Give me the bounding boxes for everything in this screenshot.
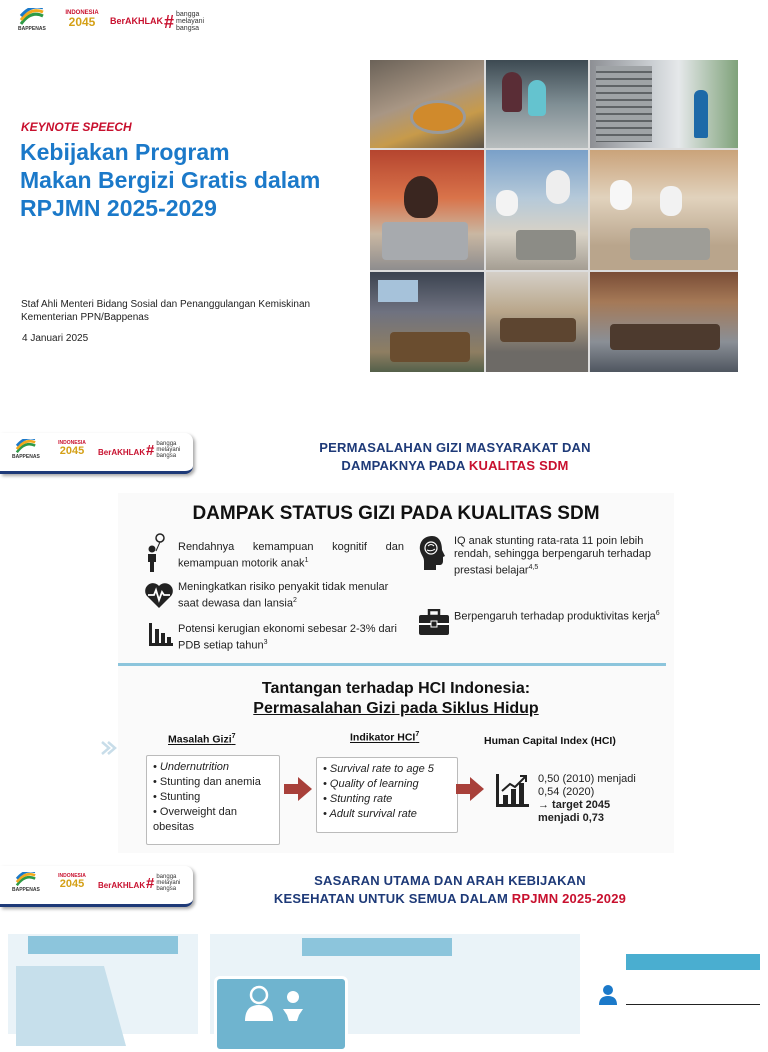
dampak-panel — [118, 493, 674, 853]
indonesia-2045-logo — [54, 441, 90, 457]
bangga-melayani-logo — [164, 11, 204, 32]
bappenas-mark-icon — [15, 439, 37, 454]
hci-target-line-2: menjadi 0,73 — [538, 812, 605, 824]
slide-2-header-line-2a: DAMPAKNYA PADA — [341, 458, 469, 473]
slide-3-header-line-1: SASARAN UTAMA DAN ARAH KEBIJAKAN — [314, 873, 586, 888]
slide-2-header-line-2b: KUALITAS SDM — [468, 458, 569, 473]
impact-item-2: Meningkatkan risiko penyakit tidak menular saat dewasa dan lansia$^2$ — [178, 581, 389, 610]
indonesia-year: 2045 — [59, 878, 85, 890]
briefcase-icon — [418, 609, 450, 637]
impact-item-3: Potensi kerugian ekonomi sebesar 2-3% dari PDB setiap tahun$^3$ — [178, 623, 397, 652]
indonesia-label: INDONESIA — [58, 440, 86, 446]
bangga-line1: bangga — [156, 874, 177, 880]
logo-row — [18, 8, 218, 38]
speaker-line-2: Kementerian PPN/Bappenas — [21, 312, 149, 323]
hci-values — [538, 773, 668, 825]
slide-2 — [0, 425, 768, 855]
slide-3-logo-bar — [0, 866, 193, 907]
hci-title — [118, 679, 674, 719]
bappenas-logo-text: BAPPENAS — [18, 26, 46, 32]
photo-meeting-room-2 — [486, 272, 588, 372]
indikator-item-4: • Adult survival rate — [323, 808, 417, 820]
slide-3-header-title — [240, 872, 660, 908]
photo-kitchen-workers — [486, 60, 588, 148]
arrow-1 — [284, 777, 312, 801]
indonesia-year: 2045 — [68, 15, 96, 29]
brain-head-icon — [418, 535, 446, 571]
indonesia-label: INDONESIA — [58, 873, 86, 879]
middle-panel — [210, 934, 580, 1034]
left-panel-header — [28, 936, 178, 954]
col3-head: Human Capital Index (HCI) — [484, 735, 616, 747]
right-panel-line — [626, 1004, 760, 1005]
section-divider — [118, 663, 666, 666]
slide-1 — [0, 0, 768, 400]
left-panel-shape — [16, 966, 126, 1046]
bangga-melayani-logo — [146, 874, 180, 892]
growth-chart-icon — [494, 773, 530, 809]
bappenas-logo-text: BAPPENAS — [12, 887, 40, 893]
dampak-title: DAMPAK STATUS GIZI PADA KUALITAS SDM — [192, 503, 600, 524]
person-balloon-icon — [144, 533, 166, 573]
indikator-item-2: • Quality of learning — [323, 778, 419, 790]
bangga-line2: melayani — [156, 880, 181, 886]
hci-target-line-1: → target 2045 — [538, 799, 611, 811]
chevron-right-icon — [100, 741, 118, 755]
indikator-item-1: • Survival rate to age 5 — [323, 763, 434, 775]
bappenas-mark-icon — [19, 8, 45, 26]
bappenas-logo — [18, 8, 46, 32]
indonesia-2045-logo — [54, 874, 90, 890]
slide-2-logo-bar — [0, 433, 193, 474]
bappenas-logo-text: BAPPENAS — [12, 454, 40, 460]
photo-meeting-room-3 — [590, 272, 738, 372]
page-title — [20, 138, 380, 222]
bappenas-logo-small — [12, 872, 40, 893]
impact-item-1: Rendahnya kemampuan kognitif dan kemampuan motorik anak$^1$ — [178, 541, 404, 570]
bappenas-mark-icon — [15, 872, 37, 887]
title-line-3: RPJMN 2025-2029 — [20, 195, 217, 221]
bangga-melayani-logo — [146, 441, 180, 459]
bangga-line3: bangsa — [156, 886, 177, 892]
speaker-line-1: Staf Ahli Menteri Bidang Sosial dan Penanggulangan Kemiskinan — [21, 299, 311, 310]
slide-3-header-line-2a: KESEHATAN UNTUK SEMUA DALAM — [273, 891, 512, 906]
masalah-item-2: • Stunting dan anemia — [153, 776, 261, 788]
masalah-item-1: • Undernutrition — [153, 761, 230, 773]
hash-icon: # — [146, 441, 155, 459]
berakhlak-logo: BerAKHLAK — [98, 448, 146, 457]
left-panel — [8, 934, 198, 1034]
mother-child-card — [214, 976, 348, 1052]
masalah-item-4: • Overweight dan obesitas — [153, 806, 237, 833]
arrow-2 — [456, 777, 484, 801]
keynote-label: KEYNOTE SPEECH — [21, 120, 132, 134]
hci-value-line-1: 0,50 (2010) menjadi — [538, 773, 636, 785]
indikator-hci-box — [316, 757, 458, 833]
col2-head: Indikator HCI$^7$ — [350, 731, 420, 744]
title-line-1: Kebijakan Program — [20, 139, 230, 165]
berakhlak-logo: BerAKHLAK — [98, 881, 146, 890]
impact-item-5: Berpengaruh terhadap produktivitas kerja$^6$ — [454, 610, 660, 623]
bangga-line3: bangsa — [156, 453, 177, 459]
impact-item-4: IQ anak stunting rata-rata 11 poin lebih rendah, sehingga berpengaruh terhadap prestasi belajar$^{4,5}$ — [454, 535, 651, 577]
indonesia-2045-logo — [62, 10, 102, 28]
indonesia-label: INDONESIA — [65, 10, 99, 16]
photo-food-prep — [370, 60, 484, 148]
speech-date: 4 Januari 2025 — [22, 333, 89, 344]
slide-2-header-title — [250, 439, 660, 475]
berakhlak-logo: BerAKHLAK — [110, 16, 164, 26]
middle-panel-header — [302, 938, 452, 956]
bangga-line2: melayani — [176, 18, 205, 25]
masalah-item-3: • Stunting — [153, 791, 201, 803]
photo-student-eating — [370, 150, 484, 270]
slide-3-header-line-2b: RPJMN 2025-2029 — [511, 891, 627, 906]
bar-chart-icon — [148, 621, 174, 647]
hci-title-line-2: Permasalahan Gizi pada Siklus Hidup — [253, 700, 539, 717]
slide-3 — [0, 858, 768, 1024]
photo-meeting-room-1 — [370, 272, 484, 372]
col1-head: Masalah Gizi$^7$ — [168, 733, 236, 746]
indonesia-year: 2045 — [59, 445, 85, 457]
slide-2-header-line-1: PERMASALAHAN GIZI MASYARAKAT DAN — [319, 440, 591, 455]
bangga-line1: bangga — [156, 441, 177, 447]
indikator-item-3: • Stunting rate — [323, 793, 393, 805]
hci-value-line-2: 0,54 (2020) — [538, 786, 595, 798]
hash-icon: # — [146, 874, 155, 892]
photo-collage — [370, 60, 738, 372]
speaker-info — [21, 298, 361, 324]
masalah-gizi-box — [146, 755, 280, 845]
photo-students-classroom-1 — [486, 150, 588, 270]
hci-title-line-1: Tantangan terhadap HCI Indonesia: — [261, 680, 531, 697]
bangga-line3: bangsa — [176, 25, 199, 32]
user-icon — [598, 984, 618, 1006]
bangga-line2: melayani — [156, 447, 181, 453]
mother-child-icon — [237, 985, 317, 1023]
photo-food-trays-van — [590, 60, 738, 148]
hash-icon: # — [164, 11, 175, 32]
right-panel-header — [626, 954, 760, 970]
photo-students-classroom-2 — [590, 150, 738, 270]
bappenas-logo-small — [12, 439, 40, 460]
title-line-2: Makan Bergizi Gratis dalam — [20, 167, 321, 193]
heart-pulse-icon — [144, 581, 174, 609]
bangga-line1: bangga — [176, 11, 200, 18]
